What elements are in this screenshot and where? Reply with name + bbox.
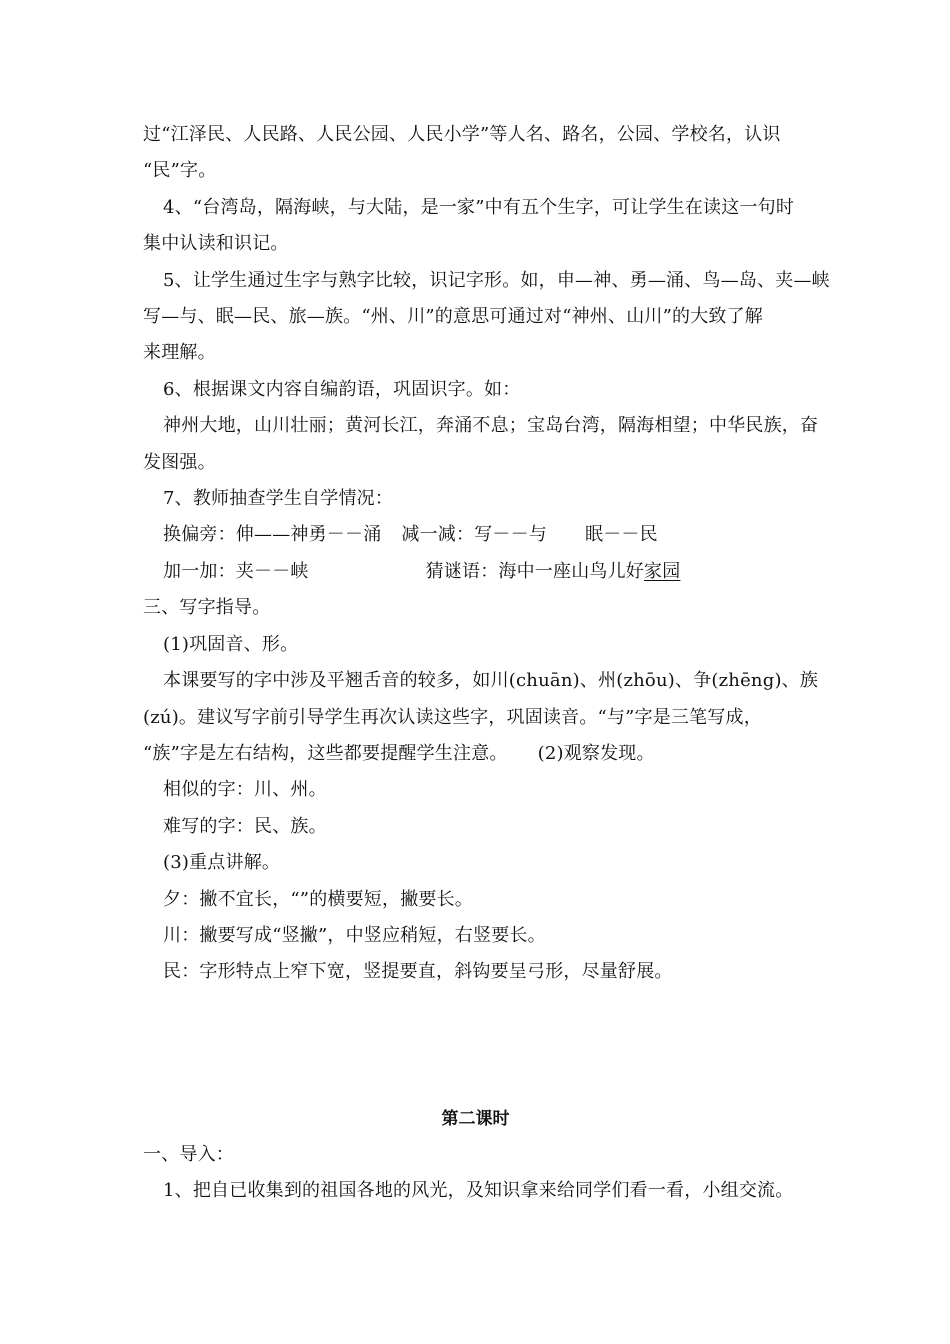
paragraph-text: “族”字是左右结构，这些都要提醒学生注意。 [143,742,508,764]
exercise-item: 减一减：写－－与 [401,524,548,546]
document-page [143,117,830,1210]
paragraph-line [143,736,808,772]
paragraph-line: 民：字形特点上窄下宽，竖提要直，斜钩要呈弓形，尽量舒展。 [163,961,673,983]
paragraph-line: 集中认读和识记。 [143,233,289,255]
paragraph-line: 过“江泽民、人民路、人民公园、人民小学”等人名、路名，公园、学校名，认识 [143,124,781,145]
paragraph-line: 4、“台湾岛，隔海峡，与大陆，是一家”中有五个生字，可让学生在读这一句时 [163,196,795,218]
section-heading: 三、写字指导。 [143,597,271,619]
paragraph-line: (3)重点讲解。 [163,852,281,874]
paragraph-line: 难写的字：民、族。 [163,815,327,837]
paragraph-line: 1、把自已收集到的祖国各地的风光，及知识拿来给同学们看一看，小组交流。 [163,1180,794,1202]
paragraph-line: 来理解。 [143,342,216,364]
paragraph-line: (1)巩固音、形。 [163,633,299,655]
paragraph-line: 7、教师抽查学生自学情况： [163,488,394,510]
exercise-item: 猜谜语：海中一座山鸟儿好 [425,560,645,582]
exercise-item: 眠－－民 [585,524,658,546]
paragraph-text: (2)观察发现。 [537,742,655,764]
exercise-line [143,554,808,590]
section-heading: 一、导入： [143,1143,234,1165]
exercise-line [143,517,808,553]
underlined-answer: 家园 [644,560,681,582]
paragraph-line: 5、让学生通过生字与熟字比较，识记字形。如，申—神、勇—涌、鸟—岛、夹—峡 [163,269,830,291]
exercise-item: 加一加：夹－－峡 [163,560,309,582]
paragraph-line: 6、根据课文内容自编韵语，巩固识字。如： [163,378,521,400]
paragraph-line: 川：撇要写成“竖撇”，中竖应稍短，右竖要长。 [163,924,546,946]
paragraph-line: 发图强。 [143,451,216,473]
paragraph-line: (zú)。建议写字前引导学生再次认读这些字，巩固读音。“与”字是三笔写成， [143,706,762,728]
paragraph-line: 夕：撇不宜长，“”的横要短，撇要长。 [163,888,474,910]
paragraph-line: 本课要写的字中涉及平翘舌音的较多，如川(chuān)、州(zhōu)、争(zhēng)、族 [163,670,819,692]
paragraph-line: 相似的字：川、州。 [163,779,327,801]
paragraph-line: 神州大地，山川壮丽；黄河长江，奔涌不息；宝岛台湾，隔海相望；中华民族，奋 [163,415,819,437]
paragraph-line: “民”字。 [143,160,217,182]
lesson-title: 第二课时 [441,1108,510,1129]
exercise-item: 换偏旁：伸——神勇－－涌 [163,524,382,546]
paragraph-line: 写—与、眠—民、旅—族。“州、川”的意思可通过对“神州、山川”的大致了解 [143,306,764,328]
